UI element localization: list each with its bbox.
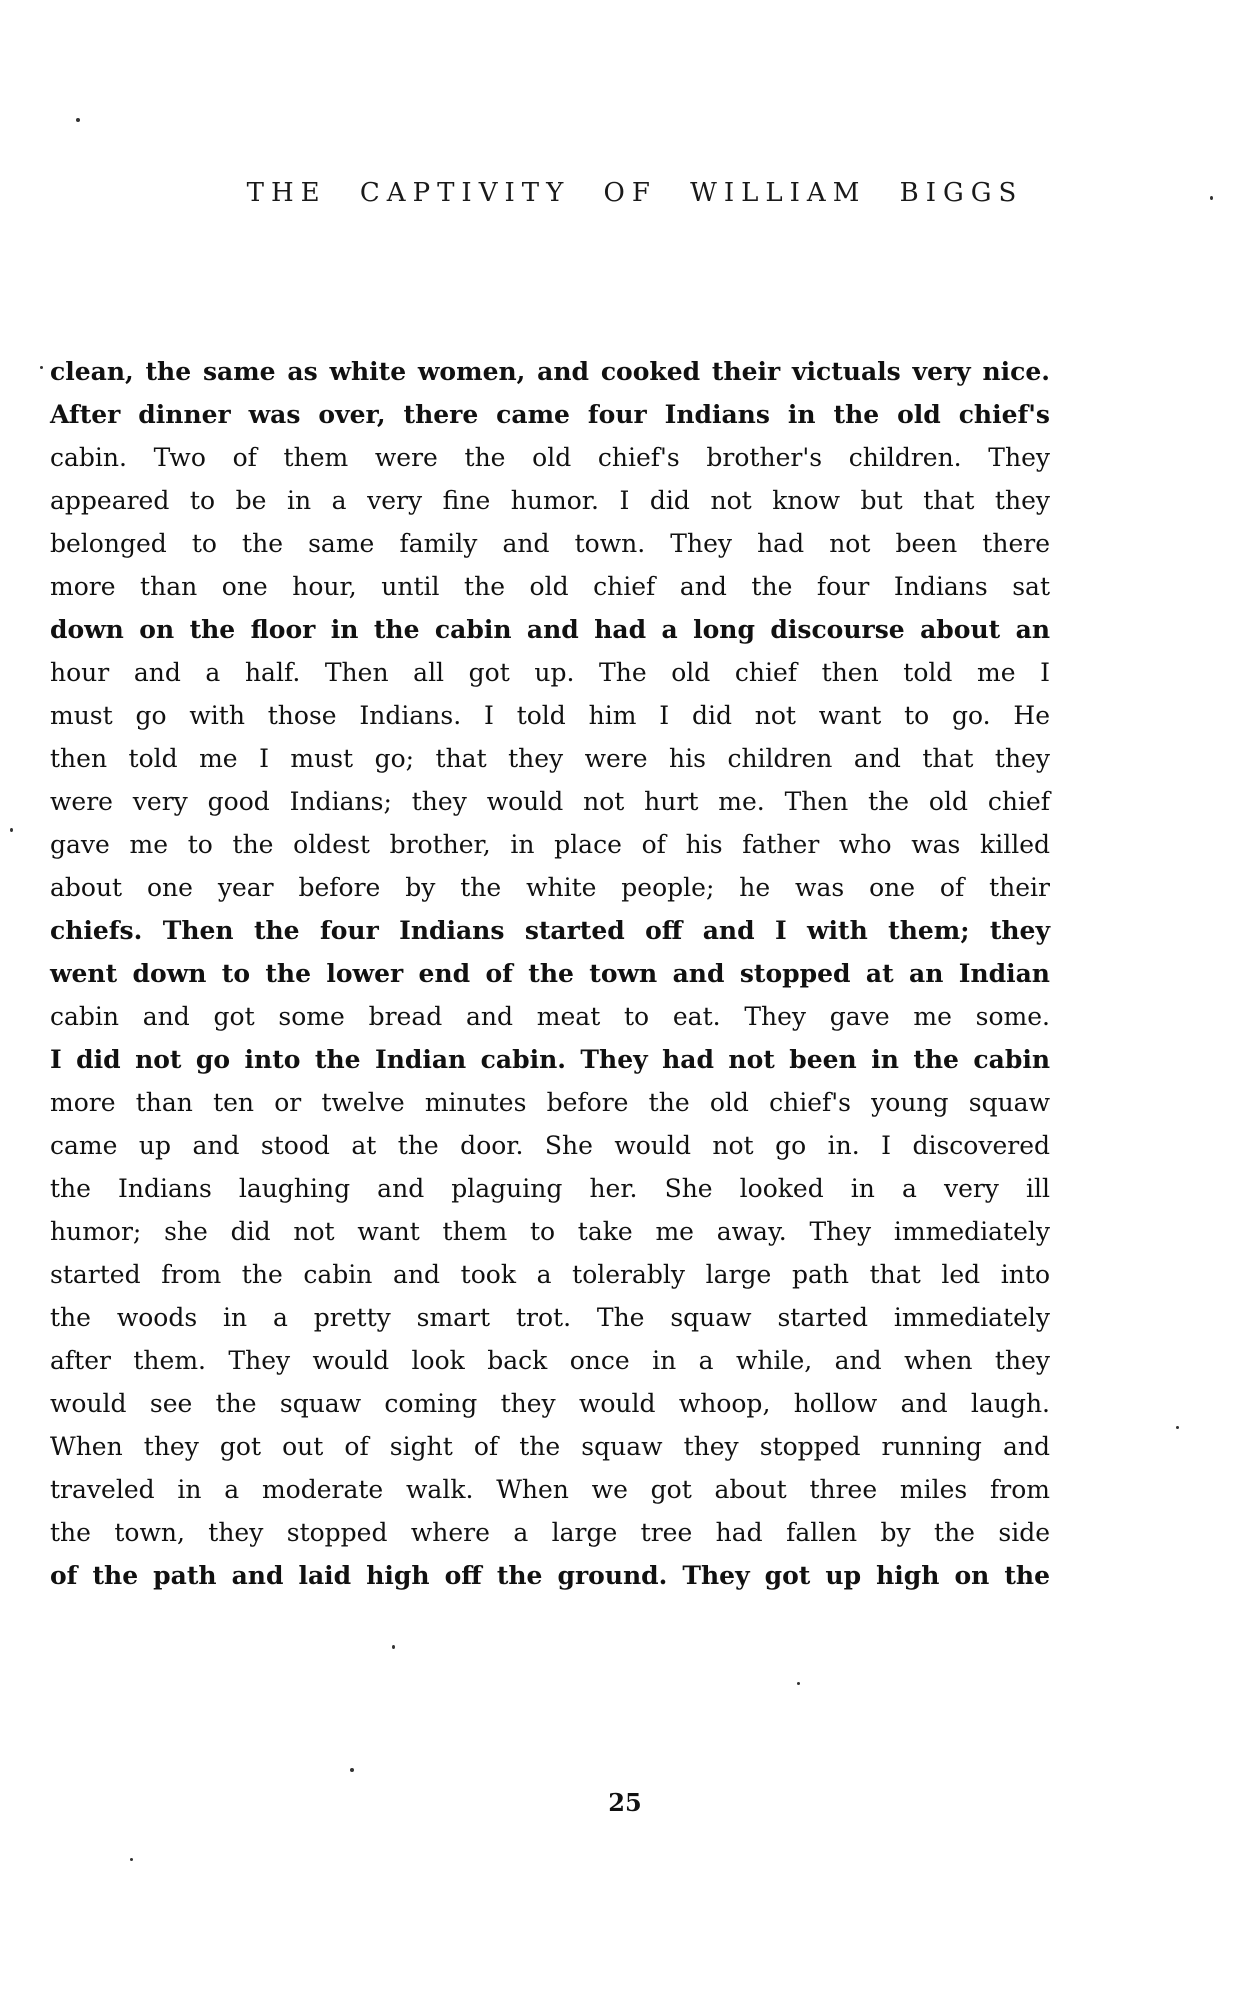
- scan-speck: [1176, 1426, 1179, 1429]
- text-line: down on the floor in the cabin and had a long discourse about an: [50, 615, 1050, 644]
- scan-speck: [797, 1682, 800, 1685]
- text-line: chiefs. Then the four Indians started off and I with them; they: [50, 916, 1050, 945]
- scan-speck: [130, 1858, 133, 1861]
- text-line: appeared to be in a very fine humor. I did not know but that they: [50, 486, 1050, 515]
- text-line: of the path and laid high off the ground. They got up high on the: [50, 1561, 1050, 1590]
- text-line: cabin and got some bread and meat to eat. They gave me some.: [50, 1002, 1050, 1031]
- text-line: started from the cabin and took a tolerably large path that led into: [50, 1260, 1050, 1289]
- text-line: came up and stood at the door. She would not go in. I discovered: [50, 1131, 1050, 1160]
- scan-speck: [1210, 196, 1213, 200]
- running-head: THE CAPTIVITY OF WILLIAM BIGGS: [246, 178, 1024, 208]
- scan-speck: [10, 828, 13, 832]
- text-line: When they got out of sight of the squaw they stopped running and: [50, 1432, 1050, 1461]
- text-line: about one year before by the white people; he was one of their: [50, 873, 1050, 902]
- text-line: After dinner was over, there came four Indians in the old chief's: [50, 400, 1050, 429]
- text-line: gave me to the oldest brother, in place of his father who was killed: [50, 830, 1050, 859]
- text-line: more than one hour, until the old chief and the four Indians sat: [50, 572, 1050, 601]
- text-line: hour and a half. Then all got up. The old chief then told me I: [50, 658, 1050, 687]
- text-line: the town, they stopped where a large tree had fallen by the side: [50, 1518, 1050, 1547]
- text-line: were very good Indians; they would not hurt me. Then the old chief: [50, 787, 1050, 816]
- text-line: after them. They would look back once in a while, and when they: [50, 1346, 1050, 1375]
- text-line: traveled in a moderate walk. When we got about three miles from: [50, 1475, 1050, 1504]
- text-line: humor; she did not want them to take me away. They immediately: [50, 1217, 1050, 1246]
- scan-speck: [350, 1768, 354, 1772]
- text-line: more than ten or twelve minutes before the old chief's young squaw: [50, 1088, 1050, 1117]
- scan-speck: [76, 118, 80, 122]
- text-line: clean, the same as white women, and cooked their victuals very nice.: [50, 357, 1050, 386]
- body-text: [50, 350, 1050, 1597]
- text-line: then told me I must go; that they were his children and that they: [50, 744, 1050, 773]
- page-number: 25: [608, 1788, 642, 1817]
- scan-speck: [40, 366, 43, 369]
- text-line: went down to the lower end of the town and stopped at an Indian: [50, 959, 1050, 988]
- text-line: the Indians laughing and plaguing her. She looked in a very ill: [50, 1174, 1050, 1203]
- text-line: belonged to the same family and town. They had not been there: [50, 529, 1050, 558]
- text-line: I did not go into the Indian cabin. They had not been in the cabin: [50, 1045, 1050, 1074]
- text-line: must go with those Indians. I told him I did not want to go. He: [50, 701, 1050, 730]
- text-line: would see the squaw coming they would whoop, hollow and laugh.: [50, 1389, 1050, 1418]
- text-line: cabin. Two of them were the old chief's brother's children. They: [50, 443, 1050, 472]
- text-line: the woods in a pretty smart trot. The squaw started immediately: [50, 1303, 1050, 1332]
- scan-speck: [392, 1645, 395, 1649]
